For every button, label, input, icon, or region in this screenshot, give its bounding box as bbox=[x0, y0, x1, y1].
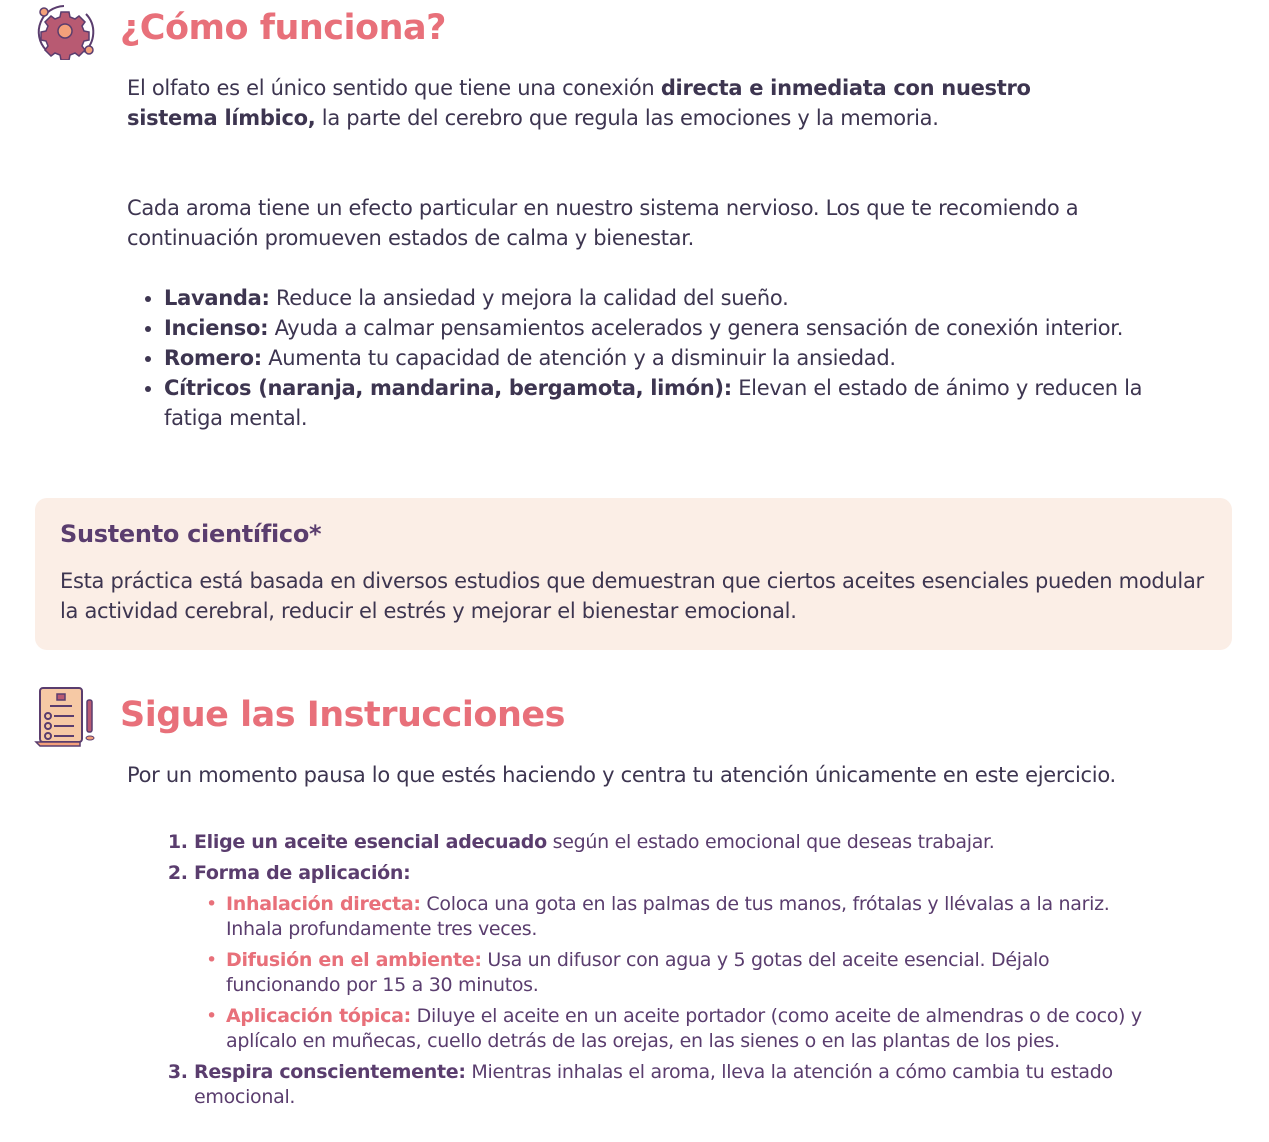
list-item: • Romero: Aumenta tu capacidad de atención y a disminuir la ansiedad. bbox=[164, 343, 1164, 373]
aroma-list bbox=[140, 283, 1164, 433]
step-item: 2. Forma de aplicación: • Inhalación directa: Coloca una gota en las palmas de tus manos, frótalas y llévalas a la nariz. Inhala profundamente tres veces. • Difusión en el ambiente: Usa un difusor con agua y 5 gotas del aceite esencial. Déjalo funcionando por 15 a 30 minutos. • Aplicación tópica: Diluye el aceite en un aceite portador (como aceite de almendras o de coco) y aplícalo en muñecas, cuello detrás de las orejas, en las sienes o en las plantas de los pies. bbox=[194, 861, 1154, 1054]
application-methods bbox=[194, 892, 1154, 1054]
list-item: • Incienso: Ayuda a calmar pensamientos acelerados y genera sensación de conexión interior. bbox=[164, 313, 1164, 343]
list-item: • Difusión en el ambiente: Usa un difusor con agua y 5 gotas del aceite esencial. Déjalo funcionando por 15 a 30 minutos. bbox=[226, 948, 1154, 998]
step-item: 1. Elige un aceite esencial adecuado según el estado emocional que deseas trabajar. bbox=[194, 830, 1154, 855]
gear-icon bbox=[34, 2, 96, 60]
list-item: • Inhalación directa: Coloca una gota en las palmas de tus manos, frótalas y llévalas a la nariz. Inhala profundamente tres veces. bbox=[226, 892, 1154, 942]
science-title: Sustento científico* bbox=[60, 520, 322, 548]
instructions-intro: Por un momento pausa lo que estés haciendo y centra tu atención únicamente en este ejercicio. bbox=[127, 763, 1116, 787]
intro-paragraph: El olfato es el único sentido que tiene una conexión directa e inmediata con nuestro sistema límbico, la parte del cerebro que regula las emociones y la memoria. bbox=[127, 76, 1031, 130]
steps-list bbox=[168, 830, 1154, 1116]
science-text: Esta práctica está basada en diversos estudios que demuestran que ciertos aceites esenciales pueden modular la actividad cerebral, reducir el estrés y mejorar el bienestar emocional. bbox=[60, 569, 1204, 623]
list-item: • Aplicación tópica: Diluye el aceite en un aceite portador (como aceite de almendras o de coco) y aplícalo en muñecas, cuello detrás de las orejas, en las sienes o en las plantas de los pies. bbox=[226, 1004, 1154, 1054]
list-item: • Lavanda: Reduce la ansiedad y mejora la calidad del sueño. bbox=[164, 283, 1164, 313]
section-title-instrucciones: Sigue las Instrucciones bbox=[120, 695, 565, 735]
step-item: 3. Respira conscientemente: Mientras inhalas el aroma, lleva la atención a cómo cambia tu estado emocional. bbox=[194, 1060, 1154, 1110]
list-item: • Cítricos (naranja, mandarina, bergamota, limón): Elevan el estado de ánimo y reducen la fatiga mental. bbox=[164, 373, 1164, 433]
section-title-como-funciona: ¿Cómo funciona? bbox=[120, 8, 446, 48]
scroll-checklist-icon bbox=[34, 686, 96, 748]
science-callout bbox=[35, 498, 1232, 650]
aroma-paragraph: Cada aroma tiene un efecto particular en nuestro sistema nervioso. Los que te recomiendo a continuación promueven estados de calma y bienestar. bbox=[127, 196, 1079, 250]
